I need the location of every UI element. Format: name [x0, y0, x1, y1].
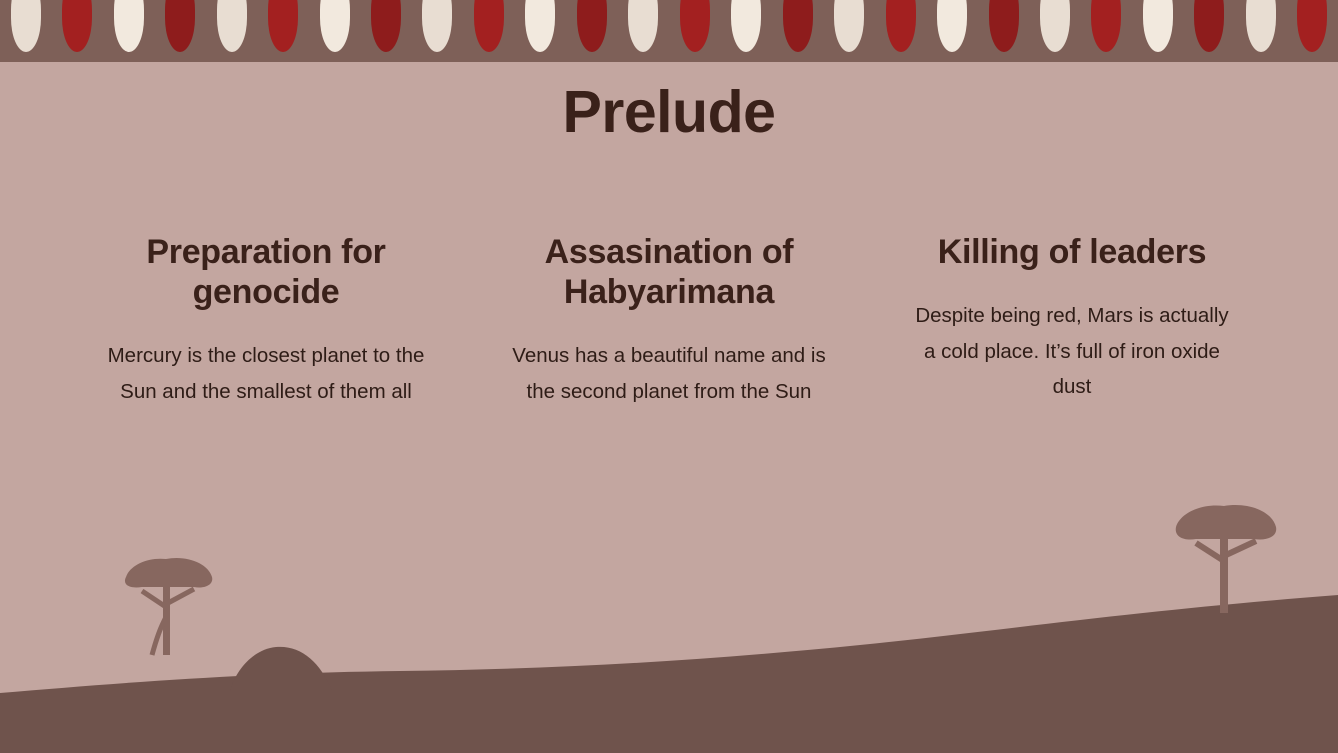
spiral-binding	[0, 0, 1338, 62]
spiral-ring	[1040, 0, 1070, 52]
column-body: Venus has a beautiful name and is the second planet from the Sun	[512, 344, 826, 403]
column-item	[499, 232, 839, 409]
spiral-ring	[680, 0, 710, 52]
column-heading: Assasination of Habyarimana	[544, 233, 794, 312]
spiral-ring	[1091, 0, 1121, 52]
spiral-ring	[1297, 0, 1327, 52]
spiral-ring	[886, 0, 916, 52]
column-body: Despite being red, Mars is actually a cold place. It’s full of iron oxide dust	[915, 304, 1229, 399]
spiral-ring	[474, 0, 504, 52]
column-heading: Preparation for genocide	[146, 233, 386, 312]
spiral-ring	[11, 0, 41, 52]
spiral-ring	[937, 0, 967, 52]
column-group	[96, 232, 1242, 409]
spiral-ring	[628, 0, 658, 52]
spiral-ring	[165, 0, 195, 52]
spiral-ring	[525, 0, 555, 52]
column-item	[902, 232, 1242, 409]
spiral-ring	[62, 0, 92, 52]
spiral-ring	[268, 0, 298, 52]
spiral-ring	[834, 0, 864, 52]
page-title: Prelude	[562, 79, 776, 145]
column-item	[96, 232, 436, 409]
spiral-ring	[1246, 0, 1276, 52]
spiral-ring	[577, 0, 607, 52]
spiral-ring	[422, 0, 452, 52]
spiral-ring	[989, 0, 1019, 52]
spiral-ring	[217, 0, 247, 52]
binding-strip	[0, 54, 1338, 62]
spiral-ring	[1143, 0, 1173, 52]
spiral-ring	[114, 0, 144, 52]
spiral-ring	[1194, 0, 1224, 52]
spiral-ring	[783, 0, 813, 52]
spiral-ring	[371, 0, 401, 52]
spiral-ring	[320, 0, 350, 52]
column-heading: Killing of leaders	[937, 233, 1207, 271]
column-body: Mercury is the closest planet to the Sun and the smallest of them all	[107, 344, 425, 403]
spiral-ring	[731, 0, 761, 52]
